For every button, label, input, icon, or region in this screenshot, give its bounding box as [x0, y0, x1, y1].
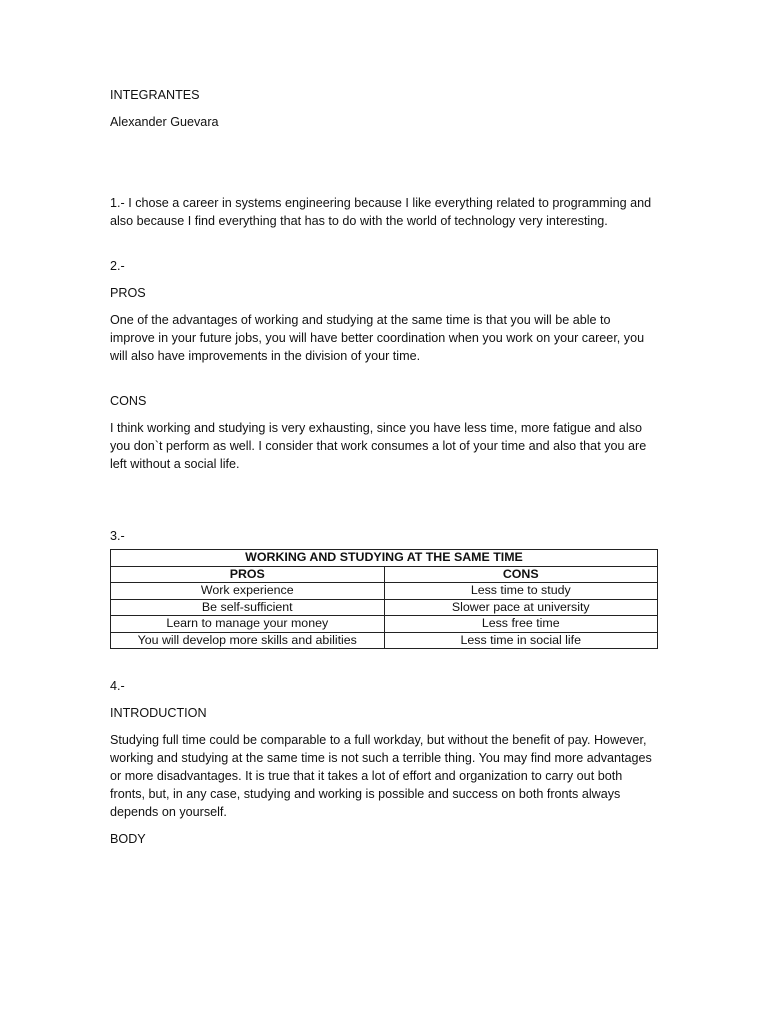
table-cell-pro: You will develop more skills and abilities	[111, 632, 385, 649]
member-name: Alexander Guevara	[110, 115, 219, 129]
introduction-paragraph: Studying full time could be comparable to a full workday, but without the benefit of pay. However, working and studying at the same time is not such a terrible thing. You may find more advantages or more disadvantages. It is true that it takes a lot of effort and organization to carry out both fronts, but, in any case, studying and working is possible and success on both fronts always depends on yourself.	[110, 733, 652, 819]
table-row	[111, 632, 658, 649]
table-row	[111, 616, 658, 633]
table-cell-con: Less time to study	[384, 583, 658, 600]
pros-heading: PROS	[110, 286, 146, 300]
pros-cons-table	[110, 549, 658, 649]
table-title: WORKING AND STUDYING AT THE SAME TIME	[111, 550, 658, 567]
body-heading: BODY	[110, 832, 146, 846]
question-4-label: 4.-	[110, 679, 125, 693]
table-cell-pro: Learn to manage your money	[111, 616, 385, 633]
table-cell-pro: Work experience	[111, 583, 385, 600]
introduction-heading: INTRODUCTION	[110, 706, 207, 720]
table-row	[111, 583, 658, 600]
cons-heading: CONS	[110, 394, 147, 408]
table-header-cons: CONS	[384, 566, 658, 583]
cons-paragraph: I think working and studying is very exhausting, since you have less time, more fatigue and also you don`t perform as well. I consider that work consumes a lot of your time and also that you are left without a social life.	[110, 421, 647, 471]
question-2-label: 2.-	[110, 259, 125, 273]
question-3-label: 3.-	[110, 529, 125, 543]
integrantes-heading: INTEGRANTES	[110, 88, 200, 102]
table-row	[111, 599, 658, 616]
table-cell-con: Slower pace at university	[384, 599, 658, 616]
table-cell-con: Less time in social life	[384, 632, 658, 649]
table-cell-con: Less free time	[384, 616, 658, 633]
table-header-pros: PROS	[111, 566, 385, 583]
answer-1: 1.- I chose a career in systems engineering because I like everything related to programming and also because I find everything that has to do with the world of technology very interesting.	[110, 196, 652, 228]
document-page	[110, 86, 658, 848]
pros-paragraph: One of the advantages of working and studying at the same time is that you will be able to improve in your future jobs, you will have better coordination when you work on your career, you will also have improvements in the division of your time.	[110, 313, 645, 363]
table-cell-pro: Be self-sufficient	[111, 599, 385, 616]
